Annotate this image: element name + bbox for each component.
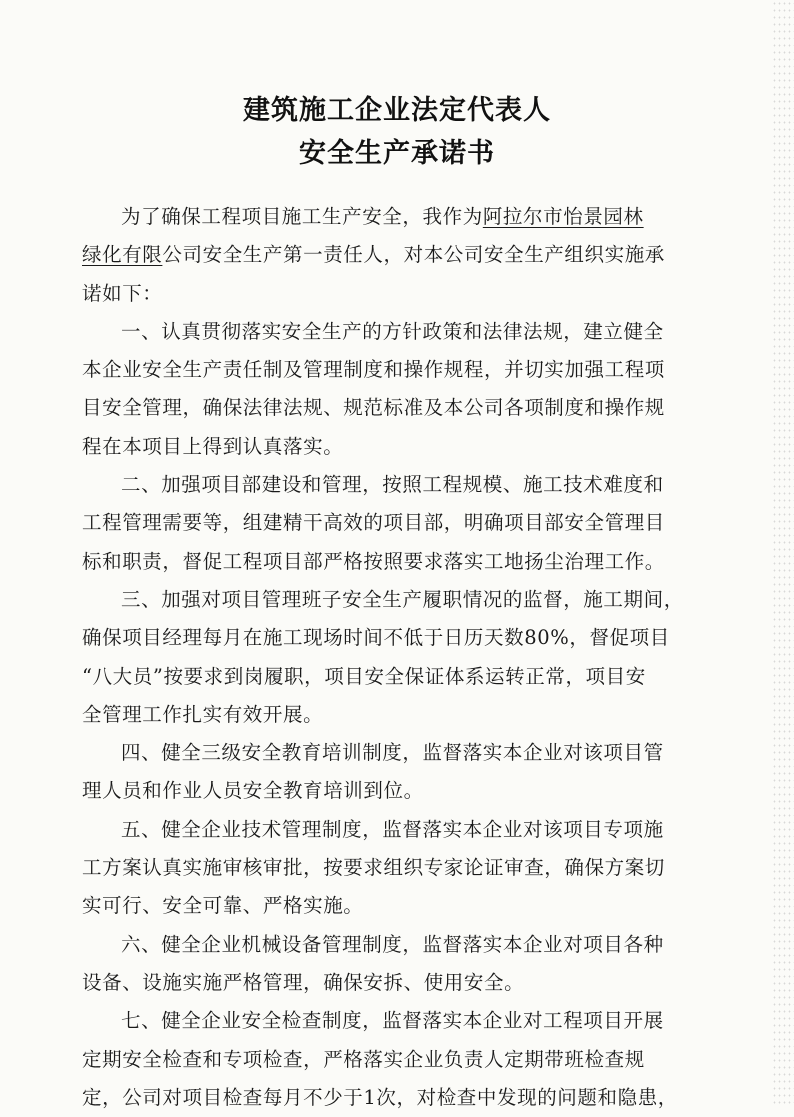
commitment-line: 一、认真贯彻落实安全生产的方针政策和法律法规，建立健全 [121,319,664,343]
commitment-line: 工程管理需要等，组建精干高效的项目部，明确项目部安全管理目 [82,511,665,535]
commitment-item [82,313,704,466]
company-name-part1: 阿拉尔市怡景园林 [482,205,644,228]
commitment-line: “八大员”按要求到岗履职，项目安全保证体系运转正常，项目安 [82,664,646,688]
commitment-line: 本企业安全生产责任制及管理制度和操作规程，并切实加强工程项 [82,358,665,382]
commitment-item [82,466,704,581]
commitment-line: 六、健全企业机械设备管理制度，监督落实本企业对项目各种 [121,932,664,956]
intro-before: 为了确保工程项目施工生产安全，我作为 [121,205,483,228]
commitment-line: 确保项目经理每月在施工现场时间不低于日历天数80%，督促项目 [82,626,670,650]
commitment-line: 实可行、安全可靠、严格实施。 [82,894,364,918]
intro-paragraph [82,198,704,313]
commitment-line: 二、加强项目部建设和管理，按照工程规模、施工技术难度和 [121,473,664,497]
commitment-line: 工方案认真实施审核审批，按要求组织专家论证审查，确保方案切 [82,856,665,880]
commitment-line: 设备、设施实施严格管理，确保安拆、使用安全。 [82,970,525,994]
commitment-line: 标和职责，督促工程项目部严格按照要求落实工地扬尘治理工作。 [82,549,665,573]
commitment-item [82,734,704,811]
commitment-item [82,581,704,734]
commitment-item [82,926,704,1003]
commitment-line: 七、健全企业安全检查制度，监督落实本企业对工程项目开展 [121,1009,664,1033]
company-name-part2: 绿化有限 [82,243,163,267]
document-body [82,198,704,1117]
commitment-item [82,811,704,926]
commitment-line: 定，公司对项目检查每月不少于1次，对检查中发现的问题和隐患， [82,1085,678,1109]
document-title-line2: 安全生产承诺书 [299,138,495,169]
commitment-line: 目安全管理，确保法律法规、规范标准及本公司各项制度和操作规 [82,396,665,420]
commitment-item [82,1002,704,1117]
commitment-line: 五、健全企业技术管理制度，监督落实本企业对该项目专项施 [121,817,664,841]
commitment-line: 程在本项目上得到认真落实。 [82,434,344,458]
document-title-line1: 建筑施工企业法定代表人 [243,95,551,126]
commitment-line: 理人员和作业人员安全教育培训到位。 [82,779,424,803]
commitment-line: 四、健全三级安全教育培训制度，监督落实本企业对该项目管 [121,741,664,765]
commitment-line: 全管理工作扎实有效开展。 [82,702,324,726]
commitment-line: 定期安全检查和专项检查，严格落实企业负责人定期带班检查规 [82,1047,645,1071]
intro-after: 公司安全生产第一责任人，对本公司安全生产组织实施承 [162,243,665,267]
commitment-list [82,313,704,1117]
intro-after2: 诺如下： [82,281,163,305]
commitment-line: 三、加强对项目管理班子安全生产履职情况的监督，施工期间， [121,587,684,611]
